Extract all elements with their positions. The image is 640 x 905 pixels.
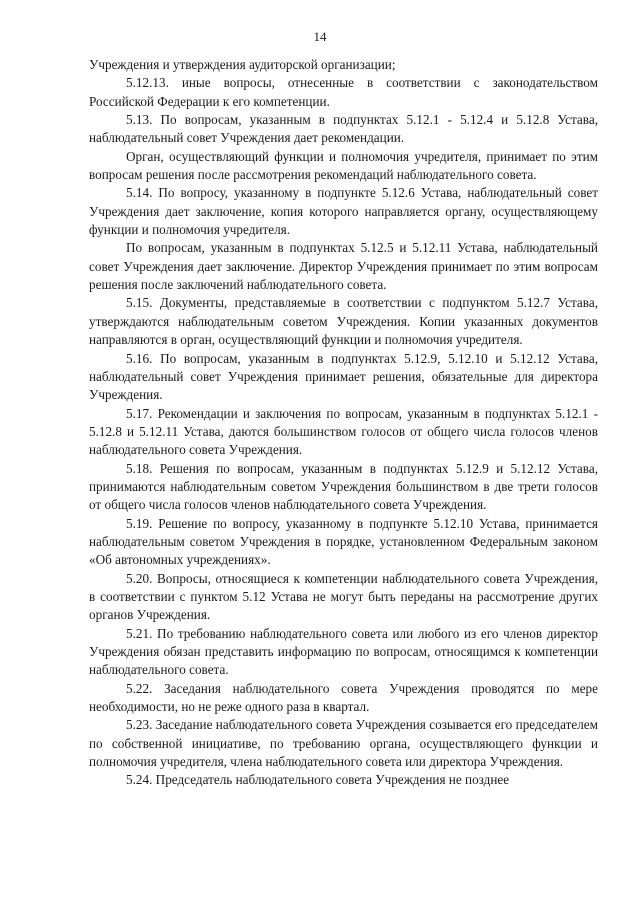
page-number: 14 xyxy=(313,29,327,44)
paragraph-5-13: 5.13. По вопросам, указанным в подпунктах 5.12.1 - 5.12.4 и 5.12.8 Устава, наблюдательный совет Учреждения дает рекомендации. xyxy=(89,112,598,146)
paragraph-5-15: 5.15. Документы, представляемые в соответствии с подпунктом 5.12.7 Устава, утверждаются наблюдательным советом Учреждения. Копии указанных документов направляются в орган, осуществляющий функции и полномочия учредителя. xyxy=(89,295,598,348)
paragraph-1-continuation: Учреждения и утверждения аудиторской организации; xyxy=(89,57,396,72)
paragraph-5-24: 5.24. Председатель наблюдательного совета Учреждения не позднее xyxy=(126,772,510,788)
paragraph-5-23: 5.23. Заседание наблюдательного совета Учреждения созывается его председателем по собственной инициативе, по требованию органа, осуществляющего функции и полномочия учредителя, члена наблюдательного совета или директора Учреждения. xyxy=(89,717,598,770)
paragraph-5-17: 5.17. Рекомендации и заключения по вопросам, указанным в подпунктах 5.12.1 - 5.12.8 и 5.12.11 Устава, даются большинством голосов от общего числа голосов членов наблюдательного совета Учреждения. xyxy=(89,405,598,458)
paragraph-5-18: 5.18. Решения по вопросам, указанным в подпунктах 5.12.9 и 5.12.12 Устава, принимаются наблюдательным советом Учреждения большинством в две трети голосов от общего числа голосов членов наблюдательного совета Учреждения. xyxy=(89,460,598,513)
paragraph-5-20: 5.20. Вопросы, относящиеся к компетенции наблюдательного совета Учреждения, в соответствии с пунктом 5.12 Устава не могут быть переданы на рассмотрение других органов Учреждения. xyxy=(89,570,598,623)
paragraph-5-14: 5.14. По вопросу, указанному в подпункте 5.12.6 Устава, наблюдательный совет Учреждения дает заключение, копия которого направляется органу, осуществляющему функции и полномочия учредителя. xyxy=(89,185,598,238)
paragraph-5-22: 5.22. Заседания наблюдательного совета Учреждения проводятся по мере необходимости, но не реже одного раза в квартал. xyxy=(89,680,598,715)
paragraph-5-12-13: 5.12.13. иные вопросы, отнесенные в соответствии с законодательством Российской Федерации к его компетенции. xyxy=(89,75,598,109)
document-body xyxy=(89,56,598,790)
paragraph-5-16: 5.16. По вопросам, указанным в подпунктах 5.12.9, 5.12.10 и 5.12.12 Устава, наблюдательный совет Учреждения принимает решения, обязательные для директора Учреждения. xyxy=(89,350,598,403)
paragraph-5-21: 5.21. По требованию наблюдательного совета или любого из его членов директор Учреждения обязан представить информацию по вопросам, относящимся к компетенции наблюдательного совета. xyxy=(89,625,598,678)
paragraph-5-13-founder: Орган, осуществляющий функции и полномочия учредителя, принимает по этим вопросам решения после рассмотрения рекомендаций наблюдательного совета. xyxy=(89,148,598,183)
paragraph-5-19: 5.19. Решение по вопросу, указанному в подпункте 5.12.10 Устава, принимается наблюдательным советом Учреждения в порядке, установленном Федеральным законом «Об автономных учреждениях». xyxy=(89,515,598,568)
paragraph-5-14-conclusion: По вопросам, указанным в подпунктах 5.12.5 и 5.12.11 Устава, наблюдательный совет Учреждения дает заключение. Директор Учреждения принимает по этим вопросам решения после заключений наблюдательного совета. xyxy=(89,240,598,293)
